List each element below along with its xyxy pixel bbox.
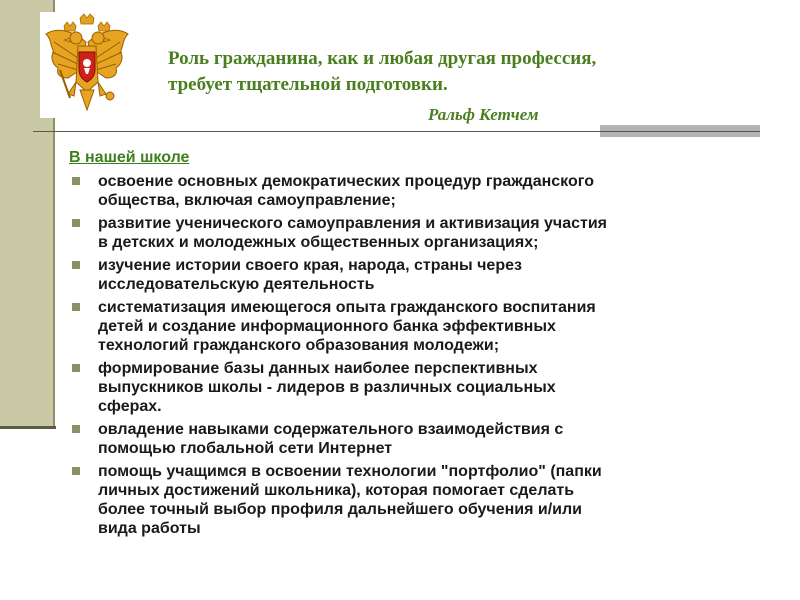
list-item-line: изучение истории своего края, народа, страны через: [98, 257, 522, 274]
quote-line: Роль гражданина, как и любая другая профессия,: [168, 48, 597, 69]
list-item: [70, 172, 760, 210]
divider-line: [33, 131, 760, 132]
quote-line: требует тщательной подготовки.: [168, 74, 448, 95]
square-bullet-icon: [72, 425, 80, 433]
list-item-line: систематизация имеющегося опыта гражданского воспитания: [98, 299, 596, 316]
list-item: [70, 420, 760, 458]
list-item: [70, 462, 760, 538]
list-item: [70, 359, 760, 416]
russian-coat-of-arms-icon: [40, 12, 134, 118]
list-item-line: овладение навыками содержательного взаимодействия с: [98, 421, 564, 438]
list-item-line: исследовательскую деятельность: [98, 276, 375, 293]
square-bullet-icon: [72, 219, 80, 227]
square-bullet-icon: [72, 261, 80, 269]
list-item-line: формирование базы данных наиболее перспективных: [98, 360, 538, 377]
list-item-line: личных достижений школьника), которая помогает сделать: [98, 482, 575, 499]
list-item-line: помощь учащимся в освоении технологии "портфолио" (папки: [98, 463, 602, 480]
section-heading: В нашей школе: [69, 149, 190, 166]
bullet-list: [70, 172, 760, 542]
list-item: [70, 256, 760, 294]
left-decor-line: [0, 426, 56, 429]
square-bullet-icon: [72, 303, 80, 311]
list-item-line: общества, включая самоуправление;: [98, 192, 396, 209]
list-item-line: сферах.: [98, 398, 162, 415]
list-item-line: более точный выбор профиля дальнейшего обучения и/или: [98, 501, 583, 518]
square-bullet-icon: [72, 177, 80, 185]
list-item-line: выпускников школы - лидеров в различных социальных: [98, 379, 556, 396]
list-item: [70, 298, 760, 355]
list-item: [70, 214, 760, 252]
list-item-line: в детских и молодежных общественных организациях;: [98, 234, 539, 251]
epigraph-quote: [168, 46, 748, 98]
square-bullet-icon: [72, 364, 80, 372]
list-item-line: вида работы: [98, 520, 201, 537]
list-item-line: детей и создание информационного банка эффективных: [98, 318, 556, 335]
quote-author: Ральф Кетчем: [428, 105, 539, 124]
list-item-line: технологий гражданского образования молодежи;: [98, 337, 500, 354]
square-bullet-icon: [72, 467, 80, 475]
list-item-line: освоение основных демократических процедур гражданского: [98, 173, 594, 190]
list-item-line: помощью глобальной сети Интернет: [98, 440, 393, 457]
list-item-line: развитие ученического самоуправления и активизация участия: [98, 215, 607, 232]
